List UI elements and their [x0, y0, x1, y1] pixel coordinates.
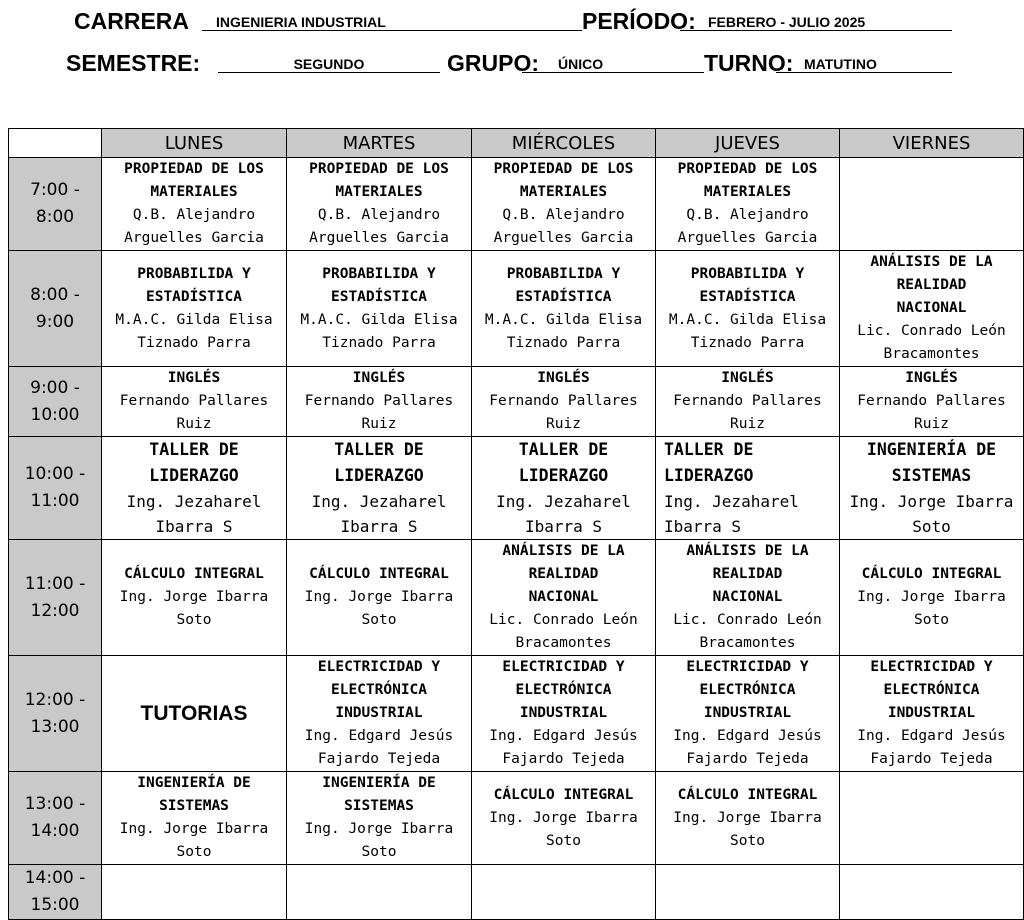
subject-name: ELECTRÓNICA: [515, 682, 612, 698]
teacher-name: Lic. Conrado León: [489, 612, 638, 628]
teacher-name: Ing. Jezaharel: [496, 492, 631, 511]
class-cell: [472, 772, 656, 865]
grupo-label: GRUPO:: [447, 50, 539, 76]
teacher-name: Q.B. Alejandro: [686, 207, 809, 223]
schedule-row: [9, 367, 1024, 437]
subject-name: ELECTRÓNICA: [883, 682, 980, 698]
time-slot-line: 13:00: [30, 716, 80, 737]
time-slot-line: 10:00 -: [24, 464, 86, 484]
teacher-name: Bracamontes: [515, 635, 612, 651]
subject-name: REALIDAD: [528, 566, 599, 582]
subject-name: INDUSTRIAL: [887, 705, 976, 721]
teacher-name: Soto: [361, 844, 397, 860]
teacher-name: Ing. Jorge Ibarra: [673, 809, 822, 826]
class-cell: [102, 772, 287, 865]
semestre-label: SEMESTRE:: [66, 50, 201, 76]
grupo-value: ÚNICO: [522, 56, 704, 73]
subject-name: ANÁLISIS DE LA: [870, 254, 993, 270]
teacher-name: Ing. Jorge Ibarra: [489, 809, 638, 826]
carrera-label: CARRERA: [74, 8, 189, 34]
class-cell: [656, 540, 840, 656]
subject-name: ESTADÍSTICA: [145, 288, 243, 305]
teacher-name: Lic. Conrado León: [673, 612, 822, 628]
time-slot-line: 8:00 -: [30, 284, 80, 305]
class-cell: [472, 437, 656, 540]
time-slot-line: 13:00 -: [24, 794, 86, 814]
subject-name: CÁLCULO INTEGRAL: [309, 566, 449, 582]
time-slot: [9, 367, 102, 437]
teacher-name: Ing. Jorge Ibarra: [304, 821, 454, 837]
class-cell: [656, 367, 840, 437]
schedule-row: [9, 437, 1024, 540]
teacher-name: Soto: [361, 612, 397, 628]
subject-name: MATERIALES: [335, 184, 423, 200]
teacher-name: Ing. Edgard Jesús: [673, 728, 822, 744]
class-cell: [287, 540, 472, 656]
subject-name: SISTEMAS: [344, 798, 414, 814]
teacher-name: Ing. Jorge Ibarra: [119, 821, 269, 837]
teacher-name: Ing. Jezaharel: [664, 492, 799, 511]
turno-value: MATUTINO: [776, 56, 952, 73]
teacher-name: Arguelles Garcia: [124, 230, 264, 246]
subject-name: ESTADÍSTICA: [515, 288, 612, 305]
schedule-body: [9, 158, 1024, 920]
teacher-name: Tiznado Parra: [690, 334, 805, 351]
subject-name: NACIONAL: [528, 589, 599, 605]
teacher-name: Tiznado Parra: [137, 334, 251, 351]
teacher-name: Soto: [176, 612, 212, 628]
time-slot-line: 14:00: [30, 821, 80, 841]
day-header: JUEVES: [656, 129, 840, 158]
subject-name: LIDERAZGO: [334, 466, 424, 485]
subject-name: ELECTRICIDAD Y: [870, 659, 993, 675]
teacher-name: Bracamontes: [883, 346, 980, 362]
subject-name: CÁLCULO INTEGRAL: [493, 786, 634, 803]
subject-name: REALIDAD: [896, 277, 967, 293]
time-slot: [9, 437, 102, 540]
subject-name: PROBABILIDA Y: [137, 265, 251, 282]
class-cell: [102, 656, 287, 772]
teacher-name: Ibarra S: [524, 517, 603, 536]
subject-name: INDUSTRIAL: [703, 705, 792, 721]
day-header: LUNES: [102, 129, 287, 158]
class-cell: [472, 251, 656, 367]
class-cell: [656, 772, 840, 865]
carrera-value: INGENIERIA INDUSTRIAL: [202, 14, 582, 31]
subject-name: ELECTRICIDAD Y: [686, 659, 809, 675]
time-slot-line: 9:00 -: [30, 377, 80, 398]
teacher-name: Fernando Pallares Ruiz: [304, 393, 454, 432]
subject-name: MATERIALES: [150, 184, 238, 200]
time-slot-line: 12:00 -: [24, 689, 86, 710]
teacher-name: Tiznado Parra: [506, 334, 621, 351]
time-slot-line: 15:00: [30, 895, 80, 915]
subject-name: MATERIALES: [519, 184, 608, 200]
subject-name: TALLER DE: [518, 440, 609, 459]
subject-name: PROPIEDAD DE LOS: [309, 161, 449, 177]
subject-name: NACIONAL: [896, 300, 967, 316]
teacher-name: Arguelles Garcia: [677, 230, 818, 246]
time-slot-line: 9:00: [35, 311, 75, 332]
periodo-label: PERÍODO:: [582, 8, 696, 34]
teacher-name: Ibarra S: [155, 517, 233, 536]
subject-name: TALLER DE: [149, 440, 239, 459]
subject-name: CÁLCULO INTEGRAL: [677, 786, 818, 803]
class-cell: [656, 158, 840, 251]
class-cell: [840, 251, 1024, 367]
periodo-value: FEBRERO - JULIO 2025: [680, 14, 952, 31]
schedule-row: [9, 540, 1024, 656]
class-cell: [472, 367, 656, 437]
schedule-row: [9, 251, 1024, 367]
class-cell: [102, 251, 287, 367]
days-header-row: [9, 129, 1024, 158]
teacher-name: Ing. Jorge Ibarra: [857, 589, 1006, 605]
teacher-name: Fajardo Tejeda: [317, 751, 441, 767]
subject-name: INGLÉS: [905, 370, 958, 386]
subject-name: INDUSTRIAL: [335, 705, 423, 721]
class-cell: [840, 865, 1024, 920]
subject-name: ELECTRICIDAD Y: [317, 659, 441, 675]
class-cell: [656, 437, 840, 540]
teacher-name: Soto: [912, 517, 951, 536]
subject-name: PROPIEDAD DE LOS: [677, 161, 818, 177]
teacher-name: Ing. Edgard Jesús: [489, 728, 638, 744]
time-slot-line: 11:00 -: [24, 573, 86, 594]
teacher-name: Q.B. Alejandro: [502, 207, 625, 223]
day-header: MIÉRCOLES: [472, 129, 656, 158]
time-slot: [9, 158, 102, 251]
teacher-name: Ing. Jezaharel: [311, 492, 447, 511]
teacher-name: Fernando Pallares Ruiz: [489, 393, 638, 432]
class-cell: [656, 865, 840, 920]
class-cell: [472, 656, 656, 772]
subject-name: ANÁLISIS DE LA: [686, 543, 809, 559]
teacher-name: Ing. Jorge Ibarra: [304, 589, 454, 605]
day-header: VIERNES: [840, 129, 1024, 158]
semestre-value: SEGUNDO: [218, 56, 440, 73]
subject-name: INGLÉS: [537, 370, 590, 386]
class-cell: [656, 251, 840, 367]
subject-name: LIDERAZGO: [518, 466, 609, 485]
subject-name: ELECTRÓNICA: [699, 682, 796, 698]
subject-name: INGENIERÍA DE: [137, 775, 251, 791]
subject-name: ELECTRICIDAD Y: [502, 659, 625, 675]
subject-name: TALLER DE: [334, 440, 424, 459]
subject-name: SISTEMAS: [891, 466, 972, 485]
teacher-name: Arguelles Garcia: [309, 230, 449, 246]
subject-name: INGLÉS: [167, 370, 221, 386]
teacher-name: M.A.C. Gilda Elisa: [668, 311, 827, 328]
time-slot: [9, 540, 102, 656]
class-cell: [287, 656, 472, 772]
time-slot-line: 12:00: [30, 600, 80, 621]
class-cell: [472, 158, 656, 251]
subject-name: PROBABILIDA Y: [506, 265, 621, 282]
subject-name: ELECTRÓNICA: [330, 682, 428, 698]
time-slot: [9, 656, 102, 772]
class-cell: [102, 437, 287, 540]
subject-name: ANÁLISIS DE LA: [502, 543, 625, 559]
class-cell: [840, 437, 1024, 540]
subject-name: INGENIERÍA DE: [866, 440, 997, 459]
teacher-name: Tiznado Parra: [322, 334, 436, 351]
teacher-name: Ing. Edgard Jesús: [304, 728, 454, 744]
class-cell: [102, 158, 287, 251]
teacher-name: M.A.C. Gilda Elisa: [300, 311, 458, 328]
teacher-name: Ibarra S: [664, 517, 742, 536]
time-slot-line: 14:00 -: [24, 868, 86, 888]
class-cell: [287, 772, 472, 865]
subject-name: SISTEMAS: [159, 798, 229, 814]
subject-name: LIDERAZGO: [664, 466, 754, 485]
teacher-name: Fajardo Tejeda: [686, 751, 809, 767]
teacher-name: M.A.C. Gilda Elisa: [115, 311, 273, 328]
subject-name: INDUSTRIAL: [519, 705, 608, 721]
class-cell: [656, 656, 840, 772]
class-cell: [287, 251, 472, 367]
subject-name: TALLER DE: [664, 440, 754, 459]
teacher-name: Fernando Pallares Ruiz: [673, 393, 822, 432]
teacher-name: Fajardo Tejeda: [502, 751, 625, 767]
teacher-name: Soto: [730, 832, 765, 849]
teacher-name: Soto: [176, 844, 212, 860]
subject-name: PROPIEDAD DE LOS: [493, 161, 634, 177]
turno-label: TURNO:: [704, 50, 794, 76]
subject-name: INGLÉS: [721, 370, 774, 386]
class-cell: [287, 865, 472, 920]
time-slot: [9, 772, 102, 865]
class-cell: [840, 540, 1024, 656]
schedule-header: [0, 0, 1024, 110]
subject-name: TUTORIAS: [140, 702, 248, 725]
subject-name: PROPIEDAD DE LOS: [124, 161, 264, 177]
class-cell: [840, 158, 1024, 251]
time-slot-line: 10:00: [30, 404, 80, 425]
teacher-name: Ing. Edgard Jesús: [857, 728, 1006, 744]
class-cell: [287, 158, 472, 251]
teacher-name: Arguelles Garcia: [493, 230, 634, 246]
class-cell: [287, 367, 472, 437]
teacher-name: Q.B. Alejandro: [132, 207, 256, 223]
class-cell: [102, 367, 287, 437]
time-slot-line: 7:00 -: [30, 180, 80, 200]
subject-name: NACIONAL: [712, 589, 783, 605]
subject-name: REALIDAD: [712, 566, 783, 582]
subject-name: ESTADÍSTICA: [699, 288, 796, 305]
teacher-name: Ing. Jorge Ibarra: [119, 589, 269, 605]
subject-name: INGLÉS: [352, 370, 406, 386]
class-cell: [102, 540, 287, 656]
time-slot-line: 11:00: [30, 491, 80, 511]
subject-name: INGENIERÍA DE: [322, 775, 436, 791]
class-cell: [472, 865, 656, 920]
subject-name: PROBABILIDA Y: [322, 265, 436, 282]
teacher-name: Ibarra S: [340, 517, 418, 536]
teacher-name: Ing. Jorge Ibarra: [849, 492, 1014, 511]
teacher-name: M.A.C. Gilda Elisa: [484, 311, 643, 328]
schedule-row: [9, 772, 1024, 865]
schedule-row: [9, 865, 1024, 920]
teacher-name: Ing. Jezaharel: [126, 492, 262, 511]
teacher-name: Soto: [546, 832, 581, 849]
class-cell: [287, 437, 472, 540]
day-header: MARTES: [287, 129, 472, 158]
teacher-name: Lic. Conrado León: [857, 323, 1006, 339]
schedule-row: [9, 158, 1024, 251]
class-cell: [472, 540, 656, 656]
subject-name: LIDERAZGO: [149, 466, 239, 485]
time-slot: [9, 251, 102, 367]
class-cell: [840, 656, 1024, 772]
subject-name: PROBABILIDA Y: [690, 265, 805, 282]
schedule-row: [9, 656, 1024, 772]
teacher-name: Fernando Pallares Ruiz: [119, 393, 269, 432]
teacher-name: Q.B. Alejandro: [317, 207, 441, 223]
schedule-table: [8, 128, 1024, 920]
class-cell: [840, 367, 1024, 437]
teacher-name: Fajardo Tejeda: [870, 751, 993, 767]
subject-name: ESTADÍSTICA: [330, 288, 428, 305]
teacher-name: Fernando Pallares Ruiz: [857, 393, 1006, 432]
corner-cell: [9, 129, 102, 158]
subject-name: MATERIALES: [703, 184, 792, 200]
subject-name: CÁLCULO INTEGRAL: [124, 566, 264, 582]
class-cell: [840, 772, 1024, 865]
class-cell: [102, 865, 287, 920]
time-slot-line: 8:00: [35, 207, 75, 227]
time-slot: [9, 865, 102, 920]
teacher-name: Bracamontes: [699, 635, 796, 651]
teacher-name: Soto: [914, 612, 949, 628]
subject-name: CÁLCULO INTEGRAL: [861, 566, 1002, 582]
